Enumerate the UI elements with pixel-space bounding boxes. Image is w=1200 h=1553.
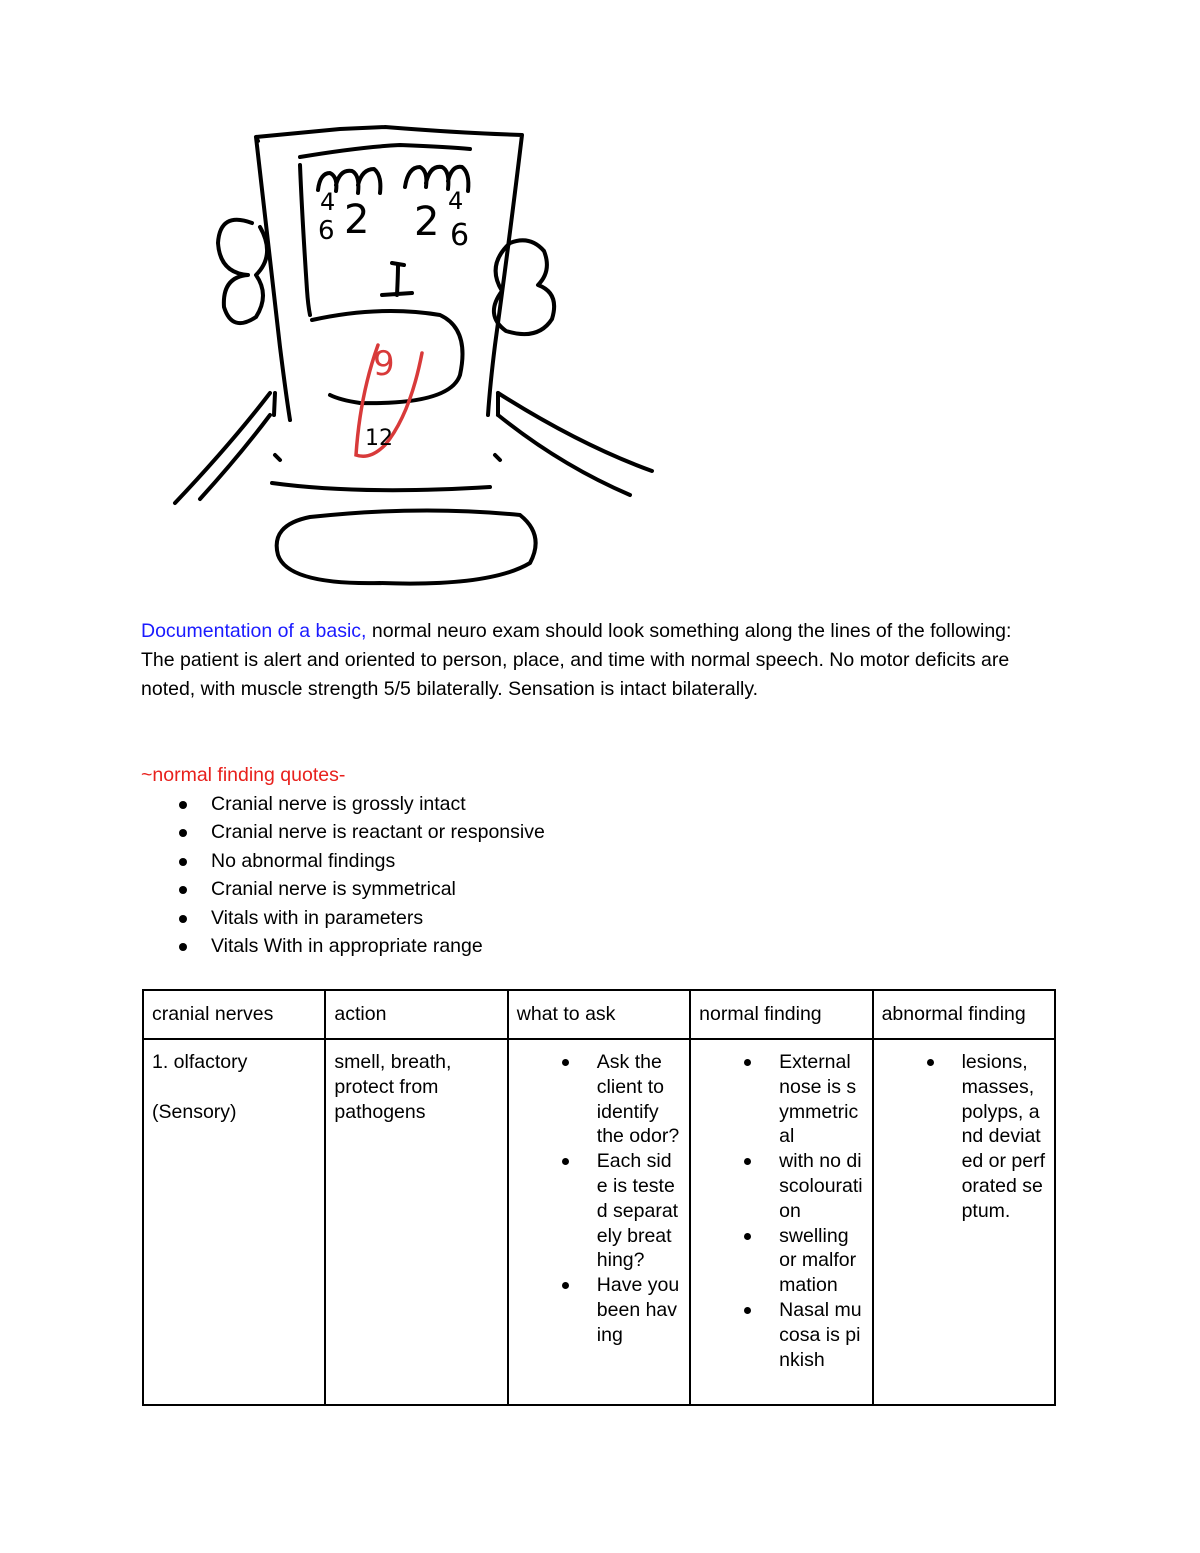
abnormal-list — [882, 1050, 1046, 1224]
cranial-nerve-face-sketch — [160, 115, 670, 605]
table-header-row — [143, 990, 1055, 1039]
list-item: Vitals With in appropriate range — [141, 932, 545, 960]
normal-list — [699, 1050, 863, 1372]
action-cell — [325, 1039, 507, 1405]
list-item: Each side is tested separately breathing? — [597, 1149, 681, 1273]
quotes-list — [141, 790, 545, 960]
list-item: Vitals with in parameters — [141, 904, 545, 932]
header-cell: cranial nerves — [143, 990, 325, 1039]
label-2-right: 2 — [414, 199, 440, 245]
header-cell: normal finding — [690, 990, 872, 1039]
list-item: No abnormal findings — [141, 847, 545, 875]
list-item: with no discolouration — [779, 1150, 863, 1222]
ask-cell — [508, 1039, 690, 1405]
label-2-left: 2 — [344, 197, 370, 243]
list-item: Nasal mucosa is pinkish — [779, 1298, 863, 1372]
intro-paragraph — [141, 617, 1041, 704]
nose-mark — [382, 263, 412, 295]
list-item: Ask the client to identify the odor? — [596, 1051, 680, 1148]
action-text: smell, breath, protect from pathogens — [334, 1051, 452, 1123]
list-item: External nose is symmetrical — [779, 1050, 863, 1149]
abnormal-cell — [873, 1039, 1055, 1405]
list-item: Cranial nerve is grossly intact — [141, 790, 545, 818]
label-6-left: 6 — [318, 216, 335, 246]
list-item: Have you been having — [596, 1274, 680, 1346]
list-item: Cranial nerve is symmetrical — [141, 875, 545, 903]
nerve-type: (Sensory) — [152, 1100, 237, 1123]
header-cell: action — [325, 990, 507, 1039]
cranial-nerves-table — [142, 989, 1056, 1406]
label-6-right: 6 — [450, 218, 470, 253]
quotes-title: ~normal finding quotes- — [141, 764, 346, 786]
header-cell: what to ask — [508, 990, 690, 1039]
intro-text: normal neuro exam should look something along the lines of the following: The patient is alert and oriented to person, place, and time with normal speech. No motor deficits are noted, with muscle strength 5/5 bilaterally. Sensation is intact bilaterally. — [141, 620, 1012, 700]
left-ear — [218, 220, 267, 323]
label-4-right: 4 — [448, 187, 464, 215]
chest-oval — [277, 510, 536, 583]
nerve-cell — [143, 1039, 325, 1405]
intro-highlight: Documentation of a basic, — [141, 620, 367, 642]
nerve-name: 1. olfactory — [152, 1051, 248, 1073]
header-cell: abnormal finding — [873, 990, 1055, 1039]
list-item: lesions, masses, polyps, and deviated or perforated septum. — [961, 1051, 1046, 1222]
table-row — [143, 1039, 1055, 1405]
label-4-left: 4 — [320, 188, 336, 216]
list-item: Cranial nerve is reactant or responsive — [141, 818, 545, 846]
ask-list — [517, 1050, 681, 1348]
label-12: 12 — [365, 426, 393, 451]
label-9: 9 — [373, 344, 395, 384]
list-item: swelling or malformation — [779, 1224, 863, 1298]
normal-cell — [690, 1039, 872, 1405]
